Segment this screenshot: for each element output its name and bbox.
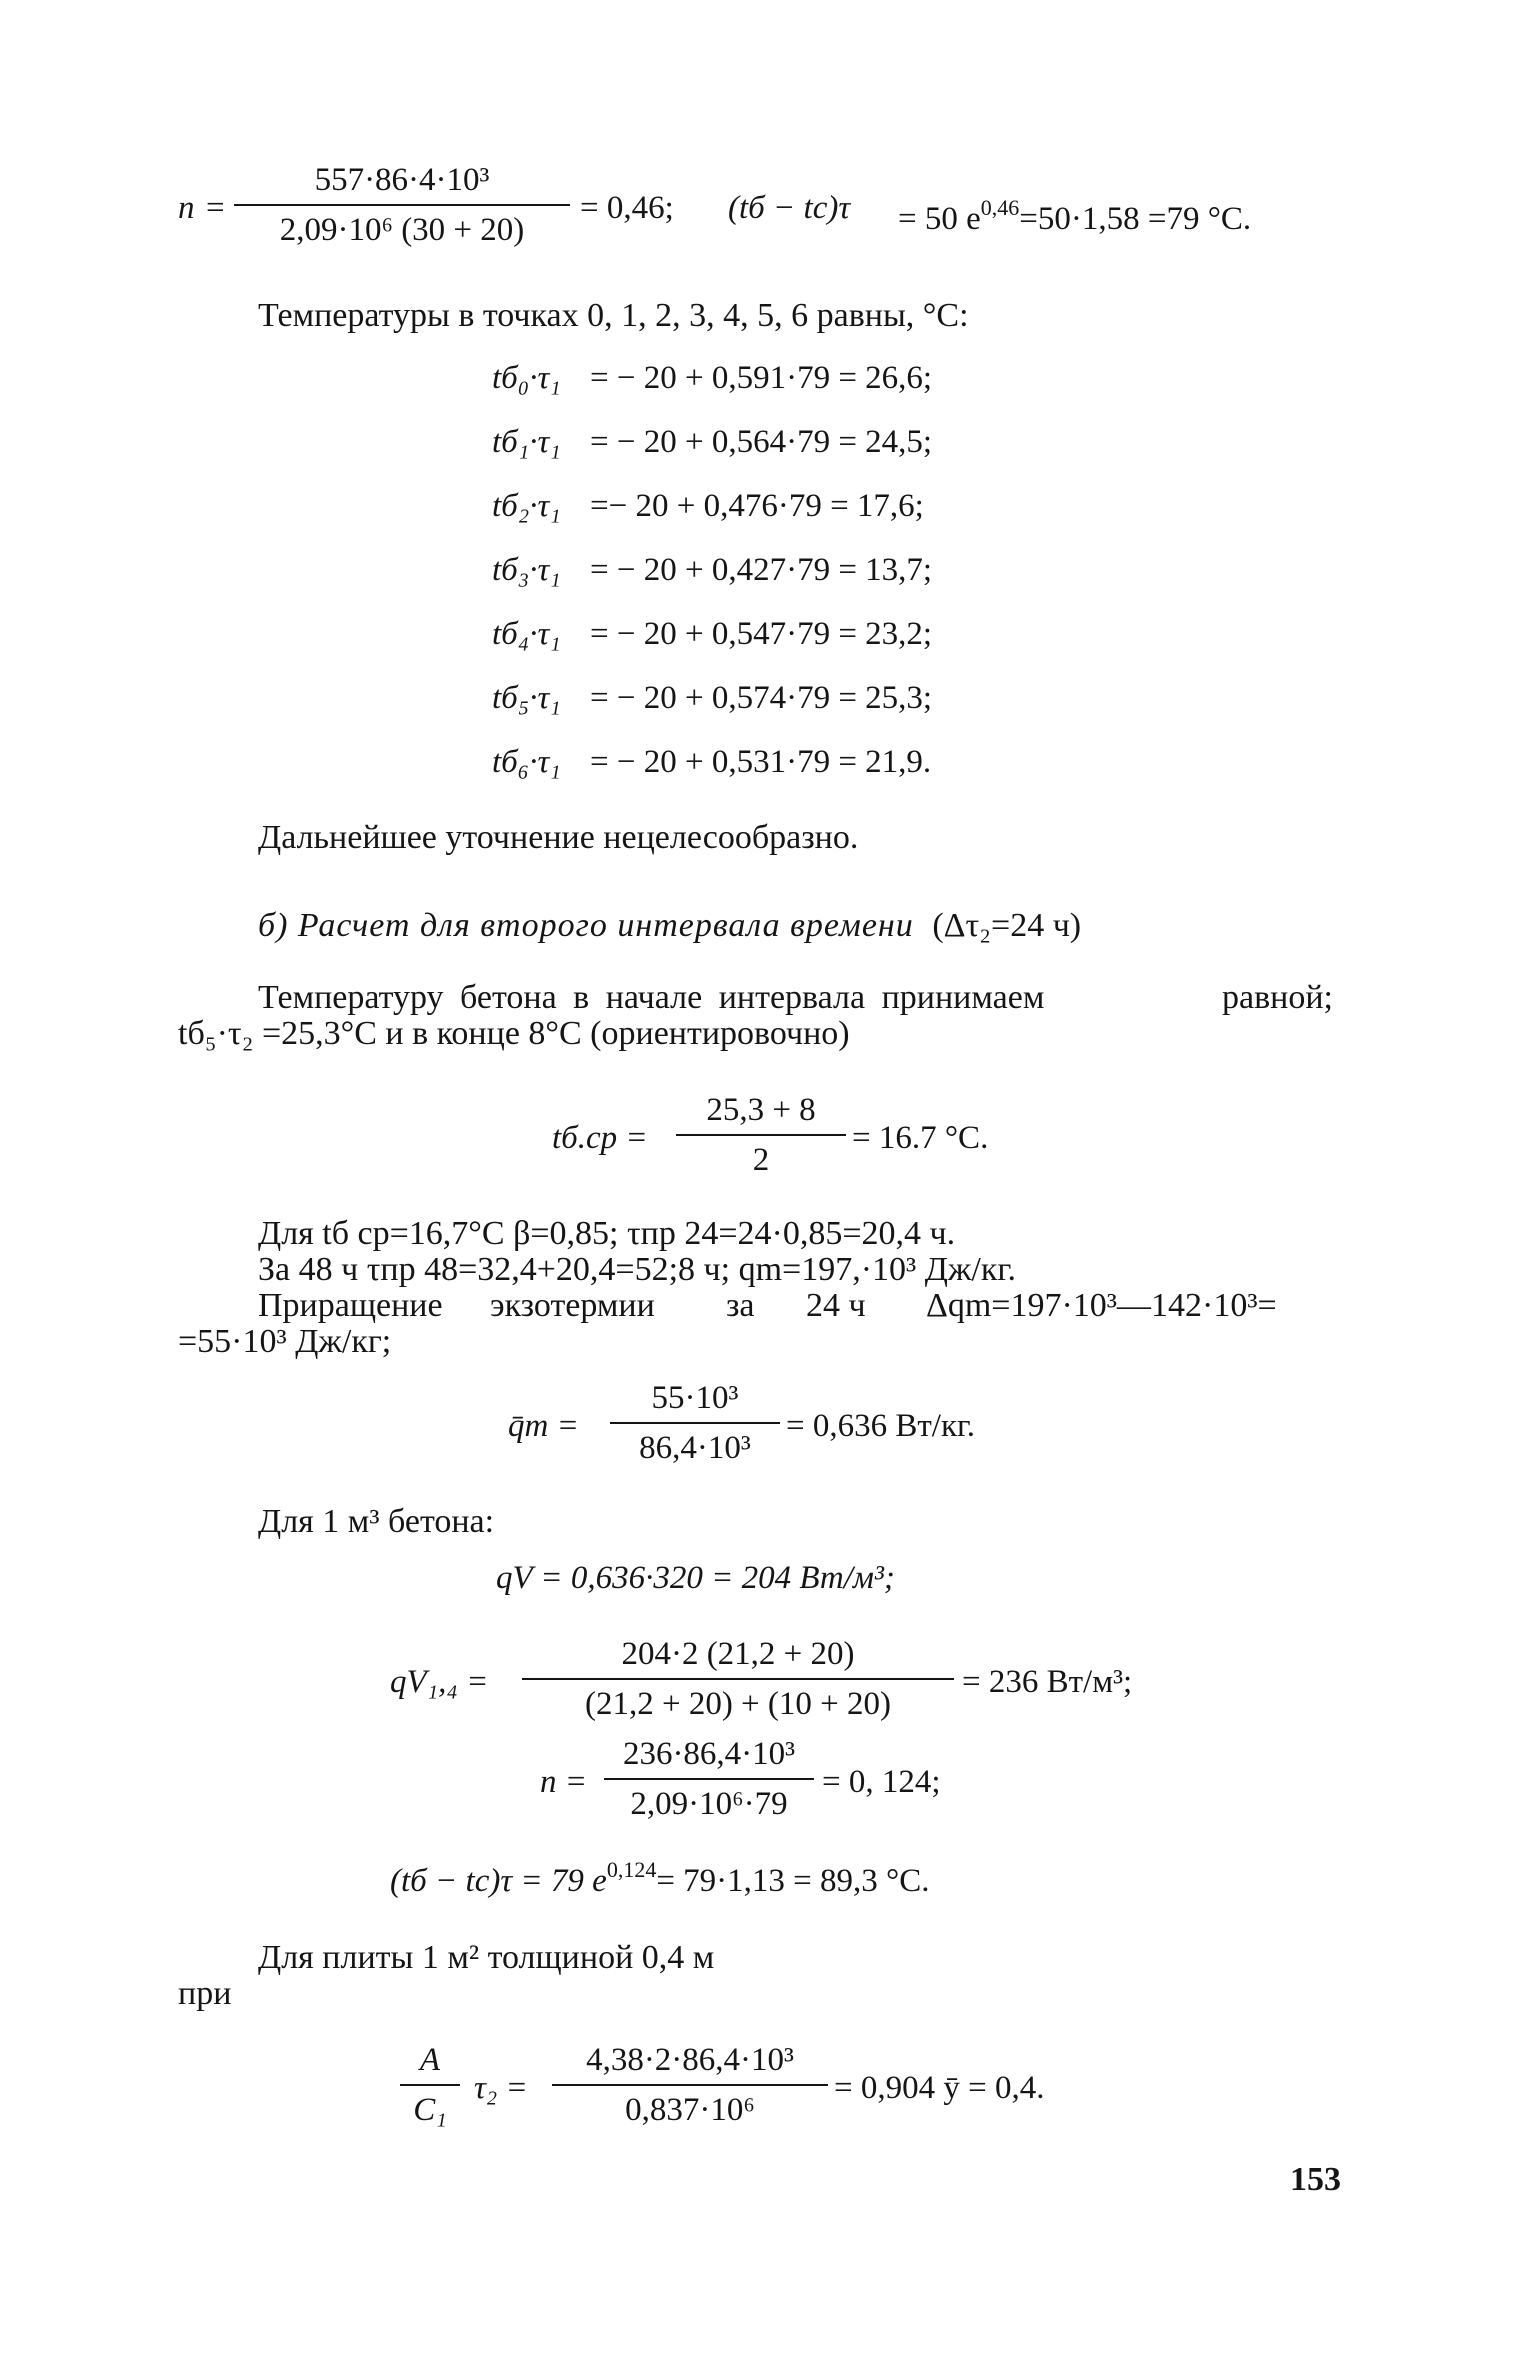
eq1-temp-rhs-text: = 50 e: [898, 201, 981, 237]
slab-text: Для плиты 1 м² толщиной 0,4 м: [258, 1939, 715, 1976]
section-b-heading: [258, 906, 1081, 946]
eq-qv14-lhs: qV₁,₄ =: [390, 1664, 489, 1700]
eq1-numerator: 557·86·4·10³: [234, 160, 570, 206]
eq-last-numerator: 4,38·2·86,4·10³: [552, 2040, 828, 2086]
eq-avg-denominator: 2: [752, 1142, 770, 1178]
para2-line3-d: 24 ч: [806, 1287, 866, 1324]
temp-row-rhs: = − 20 + 0,427·79 = 13,7;: [590, 552, 933, 588]
further-text: Дальнейшее уточнение нецелесообразно.: [258, 819, 859, 856]
eq-n2-denominator: 2,09·10⁶·79: [630, 1786, 788, 1822]
eq-avg-lhs: tб.ср =: [552, 1120, 648, 1156]
temp-row-lhs: tб₀·τ₁: [492, 360, 561, 396]
temp-row-lhs: tб₅·τ₁: [492, 680, 561, 716]
para1-line1-end: равной;: [1222, 979, 1333, 1016]
temp-row-lhs: tб₃·τ₁: [492, 552, 561, 588]
eq-t2-right: = 79·1,13 = 89,3 °C.: [656, 1863, 930, 1899]
para2-line1: Для tб ср=16,7°C β=0,85; τпр 24=24·0,85=20,4 ч.: [258, 1215, 956, 1252]
para2-line4: =55·10³ Дж/кг;: [178, 1323, 392, 1360]
eq-qm-numerator: 55·10³: [610, 1378, 780, 1424]
eq1-denominator: 2,09·10⁶ (30 + 20): [279, 212, 525, 248]
temp-row: [492, 422, 932, 462]
eq-last-rhs: = 0,904 ȳ = 0,4.: [834, 2070, 1045, 2106]
section-b-interval: (Δτ₂=24 ч): [932, 907, 1082, 944]
eq-t2: [390, 1850, 929, 1901]
eq-avg-numerator: 25,3 + 8: [676, 1090, 846, 1136]
eq-qm-lhs: q̄m =: [508, 1408, 579, 1444]
section-b-title: б) Расчет для второго интервала времени: [258, 907, 914, 944]
eq1-result: = 0,46;: [580, 190, 674, 226]
temp-row-lhs: tб₁·τ₁: [492, 424, 561, 460]
per-m3-text: Для 1 м³ бетона:: [258, 1503, 495, 1540]
eq-qm-rhs: = 0,636 Вт/кг.: [786, 1408, 976, 1444]
eq-qv14-rhs: = 236 Вт/м³;: [962, 1664, 1133, 1700]
eq-t2-left: (tб − tс)τ = 79 e: [390, 1863, 607, 1899]
temp-row-rhs: = − 20 + 0,547·79 = 23,2;: [590, 616, 933, 652]
eq1-exponent: 0,46: [980, 195, 1020, 220]
eq-last-denominator: 0,837·10⁶: [625, 2092, 755, 2128]
temp-row-rhs: = − 20 + 0,591·79 = 26,6;: [590, 360, 933, 396]
para2-line3-b: экзотермии: [490, 1287, 655, 1324]
para1-line1: Температуру бетона в начале интервала принимаем: [258, 979, 1045, 1016]
temp-row: [492, 486, 924, 526]
temp-row: [492, 742, 931, 782]
temp-row-rhs: = − 20 + 0,531·79 = 21,9.: [590, 744, 932, 780]
temp-row: [492, 678, 932, 718]
eq-qv14-fraction: [522, 1634, 954, 1724]
temp-row-rhs: =− 20 + 0,476·79 = 17,6;: [590, 488, 924, 524]
eq1-fraction: [234, 160, 570, 250]
eq1-equals: =: [206, 190, 225, 226]
para2-line3-e: Δqm=197·10³—142·10³=: [926, 1287, 1277, 1324]
temp-row-lhs: tб₂·τ₁: [492, 488, 561, 524]
eq1-temp-tail: =50·1,58 =79 °C.: [1019, 201, 1252, 237]
eq1-temp-rhs: [898, 188, 1251, 239]
para2-line3-a: Приращение: [258, 1287, 443, 1324]
eq-n2-rhs: = 0, 124;: [822, 1764, 941, 1800]
eq-qm-denominator: 86,4·10³: [639, 1430, 751, 1466]
eq-qv14-numerator: 204·2 (21,2 + 20): [522, 1634, 954, 1680]
temp-row-lhs: tб₆·τ₁: [492, 744, 561, 780]
eq1-lhs: n: [178, 190, 195, 226]
temp-row: [492, 614, 932, 654]
temp-row: [492, 358, 932, 398]
pri-text: при: [178, 1975, 232, 2012]
eq-avg-rhs: = 16.7 °C.: [852, 1120, 989, 1156]
para2-line2: За 48 ч τпр 48=32,4+20,4=52;8 ч; qm=197,·10³ Дж/кг.: [258, 1251, 1016, 1288]
eq1-temp-lhs: (tб − tс)τ: [728, 190, 851, 226]
eq-last-ratio-den: C₁: [413, 2092, 447, 2128]
eq-t2-exponent: 0,124: [606, 1857, 657, 1882]
para1-line2: tб₅·τ₂ =25,3°C и в конце 8°C (ориентировочно): [178, 1015, 850, 1052]
temp-row: [492, 550, 932, 590]
para2-line3-c: за: [726, 1287, 755, 1324]
temp-row-lhs: tб₄·τ₁: [492, 616, 561, 652]
eq-avg-fraction: [676, 1090, 846, 1180]
eq-n2-lhs: n =: [540, 1764, 588, 1800]
page-number: 153: [1290, 2161, 1341, 2198]
eq-last-fraction: [552, 2040, 828, 2130]
temp-row-rhs: = − 20 + 0,564·79 = 24,5;: [590, 424, 933, 460]
eq-last-ratio-num: A: [400, 2040, 460, 2086]
eq-last-ratio: [400, 2040, 460, 2130]
eq-qm-fraction: [610, 1378, 780, 1468]
temps-intro: Температуры в точках 0, 1, 2, 3, 4, 5, 6 равны, °C:: [258, 297, 969, 334]
temp-row-rhs: = − 20 + 0,574·79 = 25,3;: [590, 680, 933, 716]
eq-last-tau: τ₂ =: [474, 2070, 528, 2106]
eq-n2-fraction: [604, 1734, 814, 1824]
eq-n2-numerator: 236·86,4·10³: [604, 1734, 814, 1780]
eq-qv14-denominator: (21,2 + 20) + (10 + 20): [584, 1686, 892, 1722]
eq-qv: qV = 0,636·320 = 204 Вт/м³;: [496, 1560, 895, 1596]
